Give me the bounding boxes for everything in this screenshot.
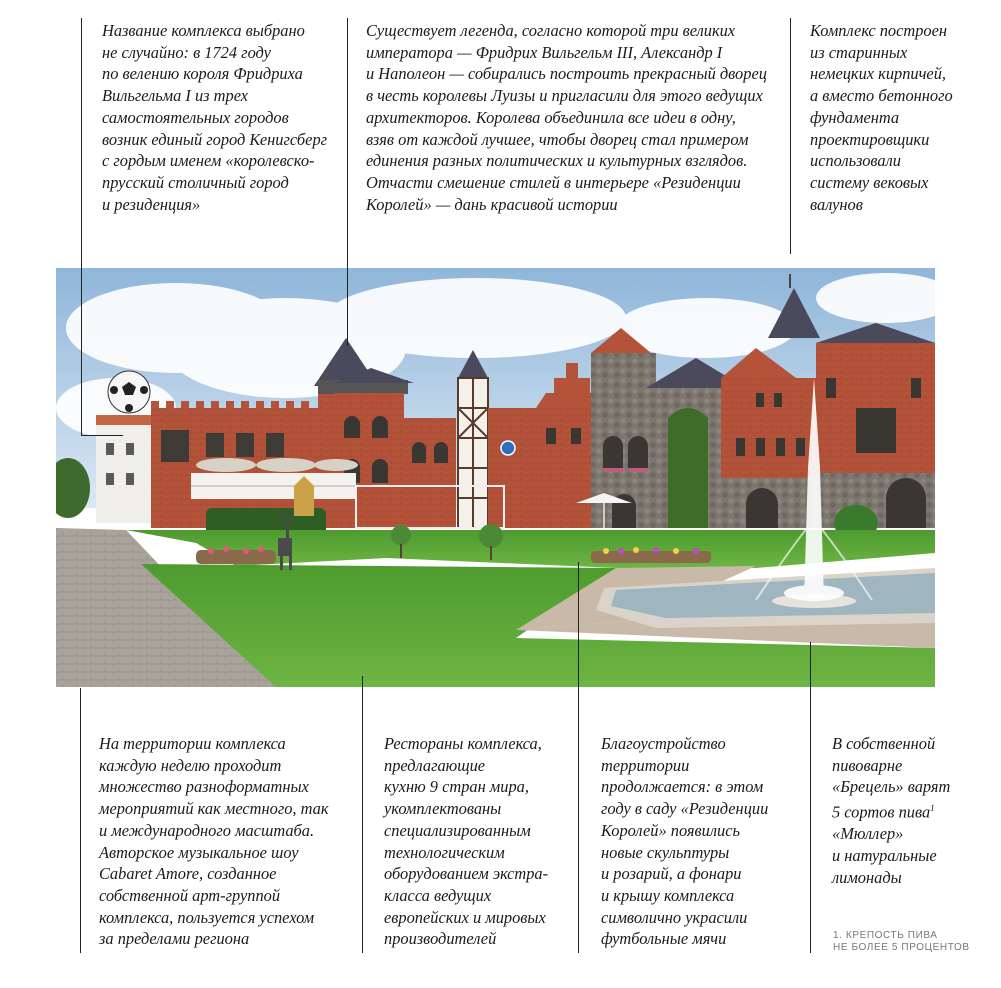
caption-legend: Существует легенда, согласно которой три великих императора — Фридрих Вильгельм III, Александр I и Наполеон — собирались построить прекрасный дворец в честь королевы Луизы и пригласили для этого ведущих архитекторов. Королева объединила все идеи в одну, взяв от каждой лучшее, чтобы дворец стал примером единения разных политических и культурных взглядов. Отчасти смешение стилей в интерьере «Резиденции Королей» — дань красивой истории [366, 21, 767, 214]
caption-landscaping: Благоустройство территории продолжается: в этом году в саду «Резиденции Королей» появились новые скульптуры и розарий, а фонари и крышу комплекса символично украсили футбольные мячи [601, 734, 769, 949]
caption-brewery-text-end: «Мюллер» и натуральные лимонады [832, 824, 937, 887]
footnote: 1. КРЕПОСТЬ ПИВА НЕ БОЛЕЕ 5 ПРОЦЕНТОВ [833, 930, 970, 953]
caption-brewery [832, 733, 997, 888]
connector-line-7 [810, 642, 811, 953]
caption-restaurants: Рестораны комплекса, предлагающие кухню 9 стран мира, укомплектованы специализированным технологическим оборудованием экстра- класса ведущих европейских и мировых производителей [384, 734, 549, 949]
caption-events: На территории комплекса каждую неделю проходит множество разноформатных мероприятий как местного, так и международного масштаба. Авторское музыкальное шоу Cabaret Amore, созданное собственной арт-группой комплекса, пользуется успехом за пределами региона [99, 734, 329, 949]
connector-line-1 [81, 18, 82, 436]
connector-line-5 [362, 676, 363, 953]
connector-line-2 [347, 18, 348, 346]
connector-line-3 [790, 18, 791, 254]
caption-name-origin: Название комплекса выбрано не случайно: в 1724 году по велению короля Фридриха Вильгельма I из трех самостоятельных городов возник единый город Кенигсберг с гордым именем «королевско- прусский столичный город и резиденция» [102, 21, 328, 214]
connector-line-6 [578, 562, 579, 953]
connector-line-4 [80, 688, 81, 953]
residence-photo [56, 268, 935, 687]
caption-brewery-text: В собственной пивоварне «Брецель» варят 5 сортов пива [832, 734, 951, 822]
connector-hline-1 [81, 435, 123, 436]
footnote-marker: 1 [930, 803, 935, 814]
caption-construction: Комплекс построен из старинных немецких кирпичей, а вместо бетонного фундамента проектировщики использовали систему вековых валунов [810, 21, 953, 214]
